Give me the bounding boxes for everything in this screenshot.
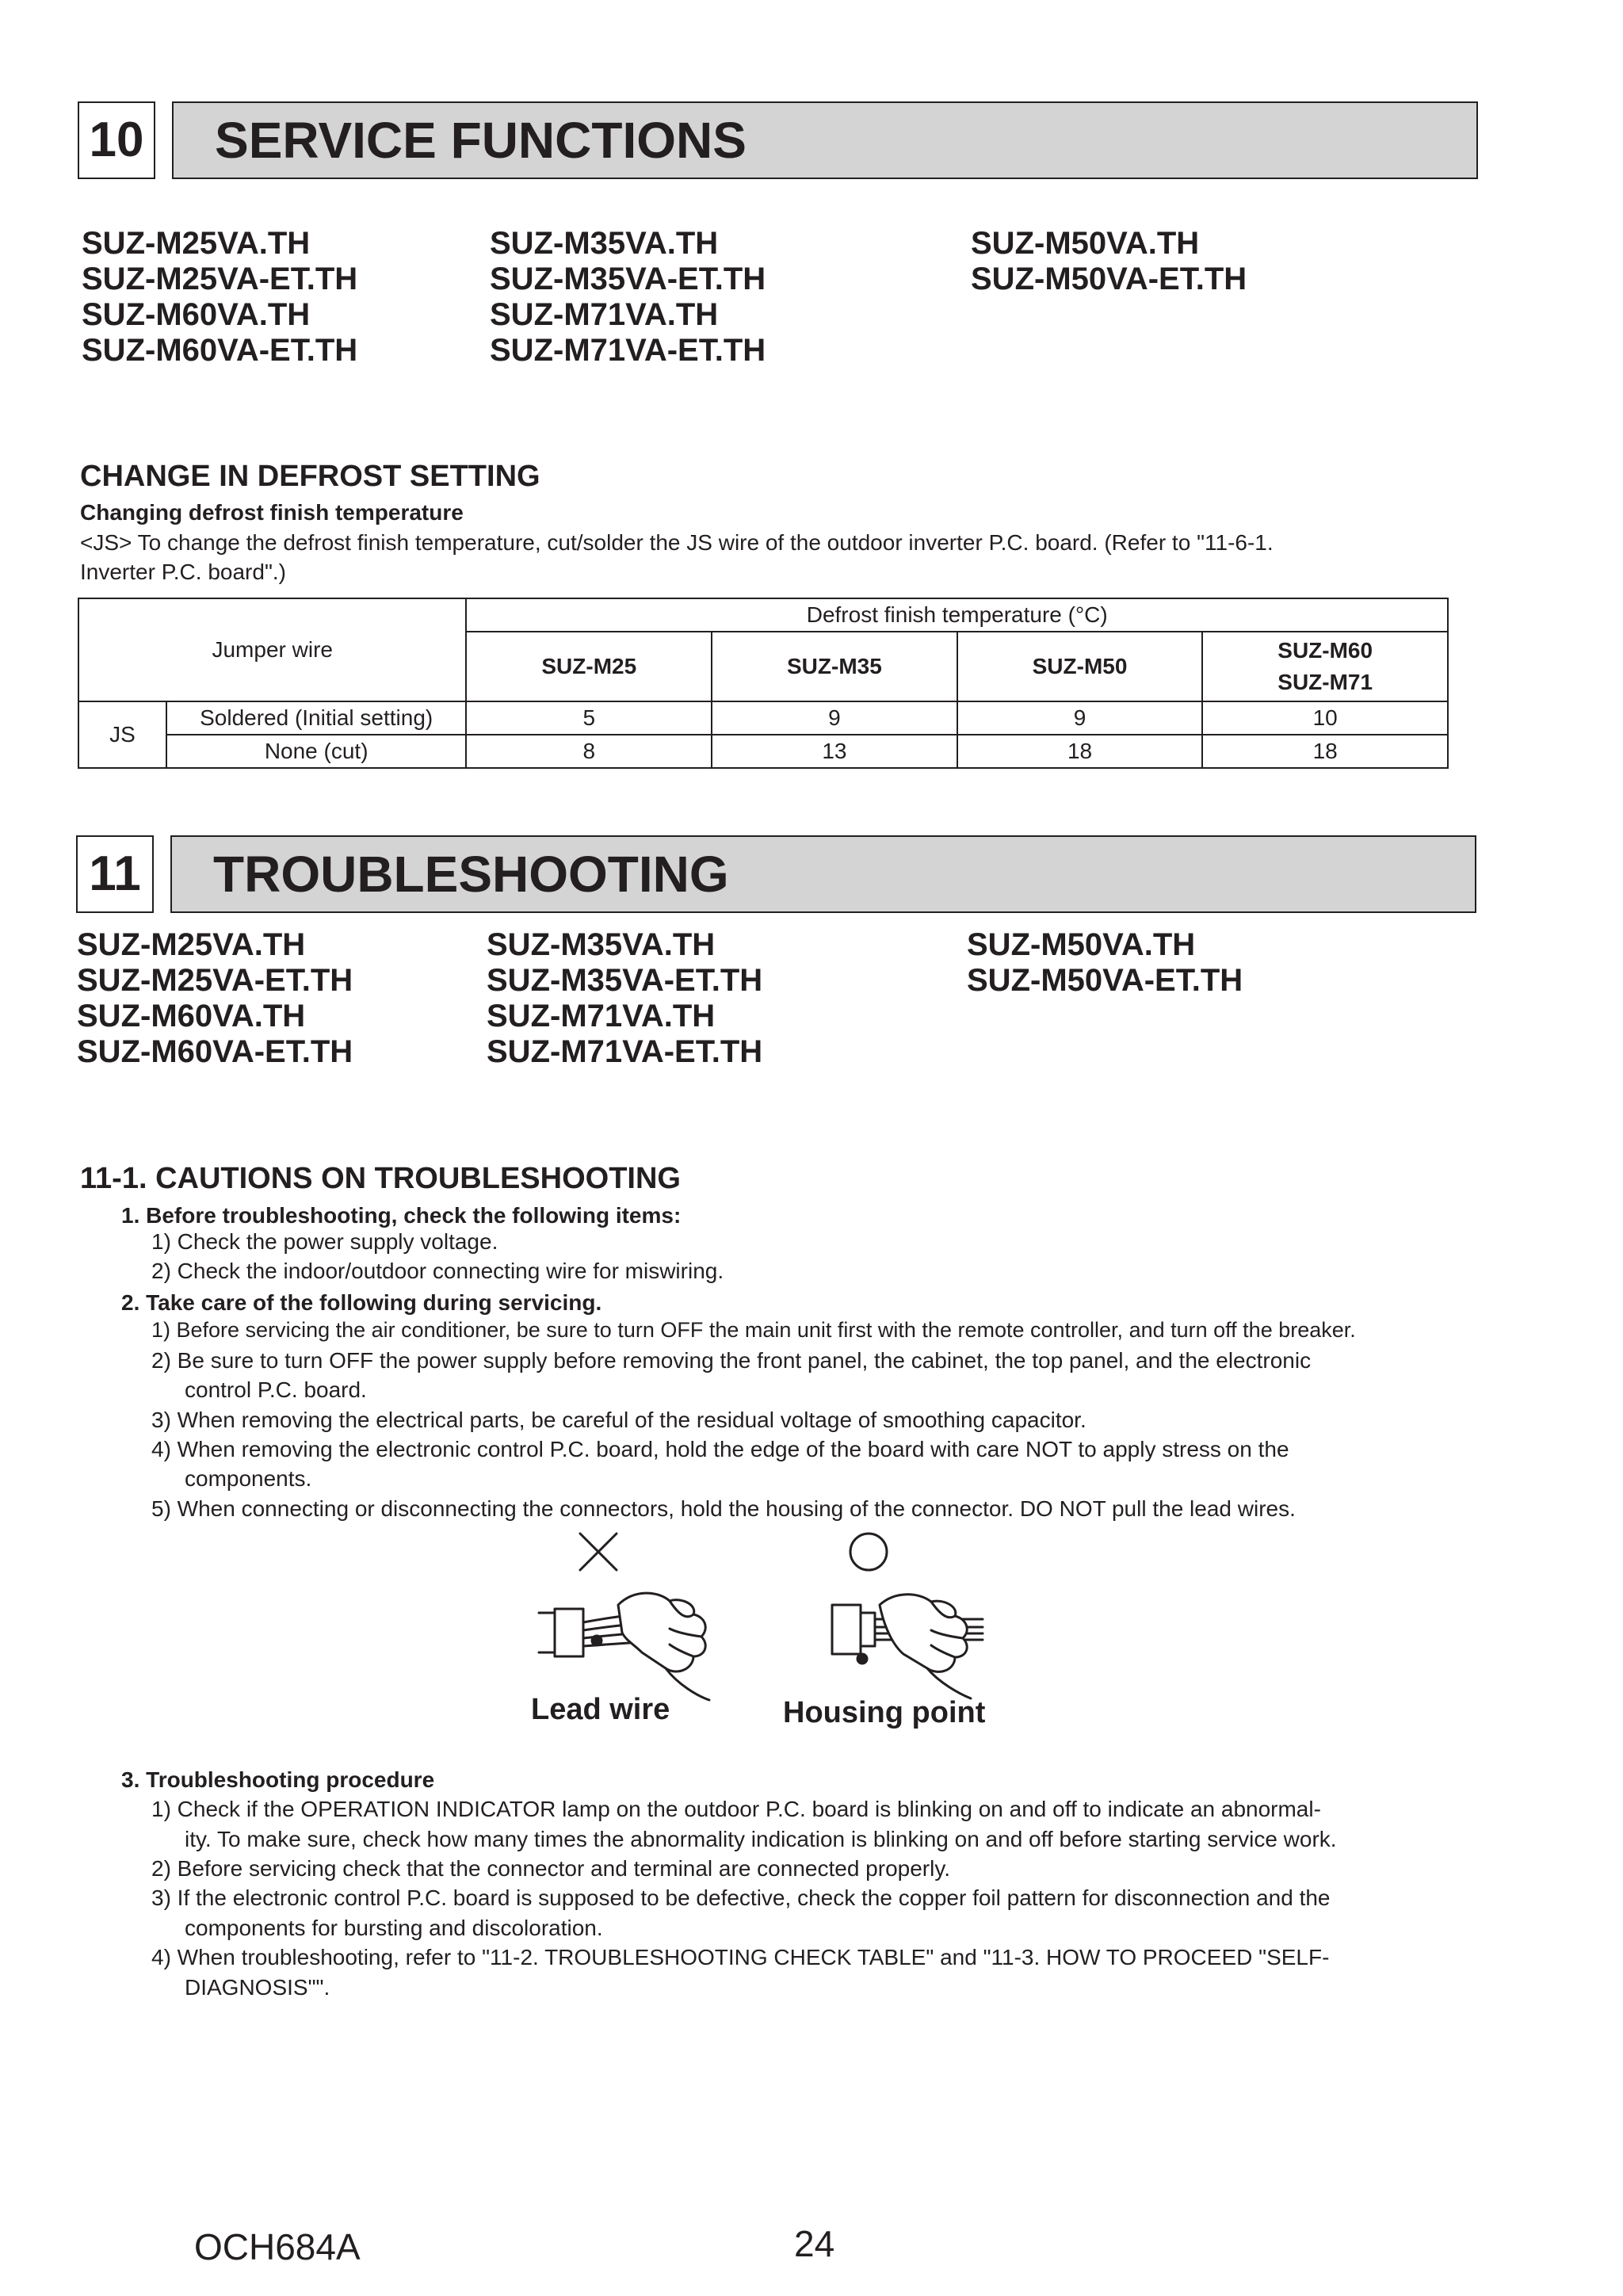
table-cell: None (cut) bbox=[166, 735, 467, 768]
model-name: SUZ-M35VA-ET.TH bbox=[490, 262, 766, 296]
item1-line: 2) Check the indoor/outdoor connecting wire for miswiring. bbox=[151, 1259, 724, 1283]
column-header-m35: SUZ-M35 bbox=[712, 632, 957, 701]
column-header-m60: SUZ-M60 bbox=[1277, 638, 1373, 663]
item3-line: 4) When troubleshooting, refer to "11-2. TROUBLESHOOTING CHECK TABLE" and "11-3. HOW TO PROCEED "SELF- bbox=[151, 1945, 1330, 1969]
item2-line: 2) Be sure to turn OFF the power supply before removing the front panel, the cabinet, the top panel, and the electronic bbox=[151, 1348, 1312, 1373]
defrost-table bbox=[78, 598, 1449, 769]
item2-line: components. bbox=[185, 1466, 312, 1491]
model-name: SUZ-M50VA-ET.TH bbox=[967, 963, 1243, 998]
defrost-temp-header: Defrost finish temperature (°C) bbox=[466, 598, 1448, 632]
table-cell: 18 bbox=[1202, 735, 1448, 768]
model-name: SUZ-M60VA-ET.TH bbox=[82, 333, 358, 368]
pulling-lead-wire-icon bbox=[539, 1593, 709, 1700]
item1-line: 1) Check the power supply voltage. bbox=[151, 1229, 498, 1254]
connector-handling-figure bbox=[507, 1526, 1014, 1704]
item2-line: control P.C. board. bbox=[185, 1377, 367, 1402]
model-name: SUZ-M25VA-ET.TH bbox=[77, 963, 353, 998]
table-cell: 5 bbox=[466, 701, 712, 735]
section-number-10: 10 bbox=[78, 101, 155, 179]
defrost-subheading: Changing defrost finish temperature bbox=[80, 500, 464, 525]
table-cell: 13 bbox=[712, 735, 957, 768]
column-header-m60-m71 bbox=[1202, 632, 1448, 701]
housing-point-caption: Housing point bbox=[783, 1696, 986, 1729]
model-name: SUZ-M50VA.TH bbox=[967, 927, 1196, 962]
model-name: SUZ-M71VA.TH bbox=[490, 297, 719, 332]
item2-line: 1) Before servicing the air conditioner, be sure to turn OFF the main unit first with the remote controller, and turn off the breaker. bbox=[151, 1318, 1356, 1342]
defrost-heading: CHANGE IN DEFROST SETTING bbox=[80, 460, 540, 493]
section-number-11: 11 bbox=[76, 835, 154, 913]
item3-line: ity. To make sure, check how many times the abnormality indication is blinking on and off before starting service work. bbox=[185, 1827, 1337, 1851]
column-header-m25: SUZ-M25 bbox=[466, 632, 712, 701]
item3-title: 3. Troubleshooting procedure bbox=[121, 1767, 435, 1792]
table-cell: 10 bbox=[1202, 701, 1448, 735]
column-header-m50: SUZ-M50 bbox=[957, 632, 1203, 701]
document-code: OCH684A bbox=[194, 2226, 361, 2267]
model-name: SUZ-M25VA.TH bbox=[77, 927, 306, 962]
model-name: SUZ-M25VA-ET.TH bbox=[82, 262, 358, 296]
model-name: SUZ-M35VA-ET.TH bbox=[487, 963, 763, 998]
item2-line: 4) When removing the electronic control P.C. board, hold the edge of the board with care NOT to apply stress on the bbox=[151, 1437, 1289, 1461]
table-cell: Soldered (Initial setting) bbox=[166, 701, 467, 735]
item2-title: 2. Take care of the following during servicing. bbox=[121, 1290, 602, 1315]
model-name: SUZ-M60VA-ET.TH bbox=[77, 1034, 353, 1069]
defrost-text-line: Inverter P.C. board".) bbox=[80, 560, 286, 584]
model-name: SUZ-M35VA.TH bbox=[490, 226, 719, 261]
model-name: SUZ-M60VA.TH bbox=[82, 297, 311, 332]
model-name: SUZ-M71VA-ET.TH bbox=[490, 333, 766, 368]
item3-line: DIAGNOSIS"". bbox=[185, 1975, 330, 2000]
section-title-service-functions: SERVICE FUNCTIONS bbox=[172, 101, 1478, 179]
item3-line: 1) Check if the OPERATION INDICATOR lamp on the outdoor P.C. board is blinking on and off to indicate an abnormal- bbox=[151, 1797, 1321, 1821]
item3-line: 2) Before servicing check that the connector and terminal are connected properly. bbox=[151, 1856, 951, 1881]
holding-housing-icon bbox=[832, 1595, 983, 1698]
table-cell: 9 bbox=[712, 701, 957, 735]
model-name: SUZ-M60VA.TH bbox=[77, 999, 306, 1033]
lead-wire-caption: Lead wire bbox=[531, 1693, 670, 1726]
model-name: SUZ-M50VA.TH bbox=[971, 226, 1200, 261]
table-cell: 18 bbox=[957, 735, 1203, 768]
item3-line: 3) If the electronic control P.C. board is supposed to be defective, check the copper foil pattern for disconnection and the bbox=[151, 1885, 1331, 1910]
model-name: SUZ-M71VA.TH bbox=[487, 999, 716, 1033]
item2-line: 5) When connecting or disconnecting the connectors, hold the housing of the connector. DO NOT pull the lead wires. bbox=[151, 1496, 1296, 1521]
model-name: SUZ-M25VA.TH bbox=[82, 226, 311, 261]
item1-title: 1. Before troubleshooting, check the following items: bbox=[121, 1203, 682, 1228]
defrost-text-line: <JS> To change the defrost finish temperature, cut/solder the JS wire of the outdoor inverter P.C. board. (Refer to "11-6-1. bbox=[80, 530, 1274, 555]
item2-line: 3) When removing the electrical parts, be careful of the residual voltage of smoothing capacitor. bbox=[151, 1408, 1086, 1432]
table-cell: 8 bbox=[466, 735, 712, 768]
table-cell: 9 bbox=[957, 701, 1203, 735]
item3-line: components for bursting and discoloration. bbox=[185, 1916, 603, 1940]
js-label: JS bbox=[78, 701, 166, 768]
model-name: SUZ-M35VA.TH bbox=[487, 927, 716, 962]
wrong-mark-icon bbox=[580, 1534, 617, 1570]
cautions-heading: 11-1. CAUTIONS ON TROUBLESHOOTING bbox=[80, 1162, 681, 1195]
correct-mark-icon bbox=[850, 1534, 887, 1570]
jumper-wire-header: Jumper wire bbox=[78, 598, 466, 701]
model-name: SUZ-M71VA-ET.TH bbox=[487, 1034, 763, 1069]
column-header-m71: SUZ-M71 bbox=[1277, 670, 1373, 694]
page-number: 24 bbox=[794, 2223, 835, 2264]
section-title-troubleshooting: TROUBLESHOOTING bbox=[170, 835, 1476, 913]
model-name: SUZ-M50VA-ET.TH bbox=[971, 262, 1247, 296]
